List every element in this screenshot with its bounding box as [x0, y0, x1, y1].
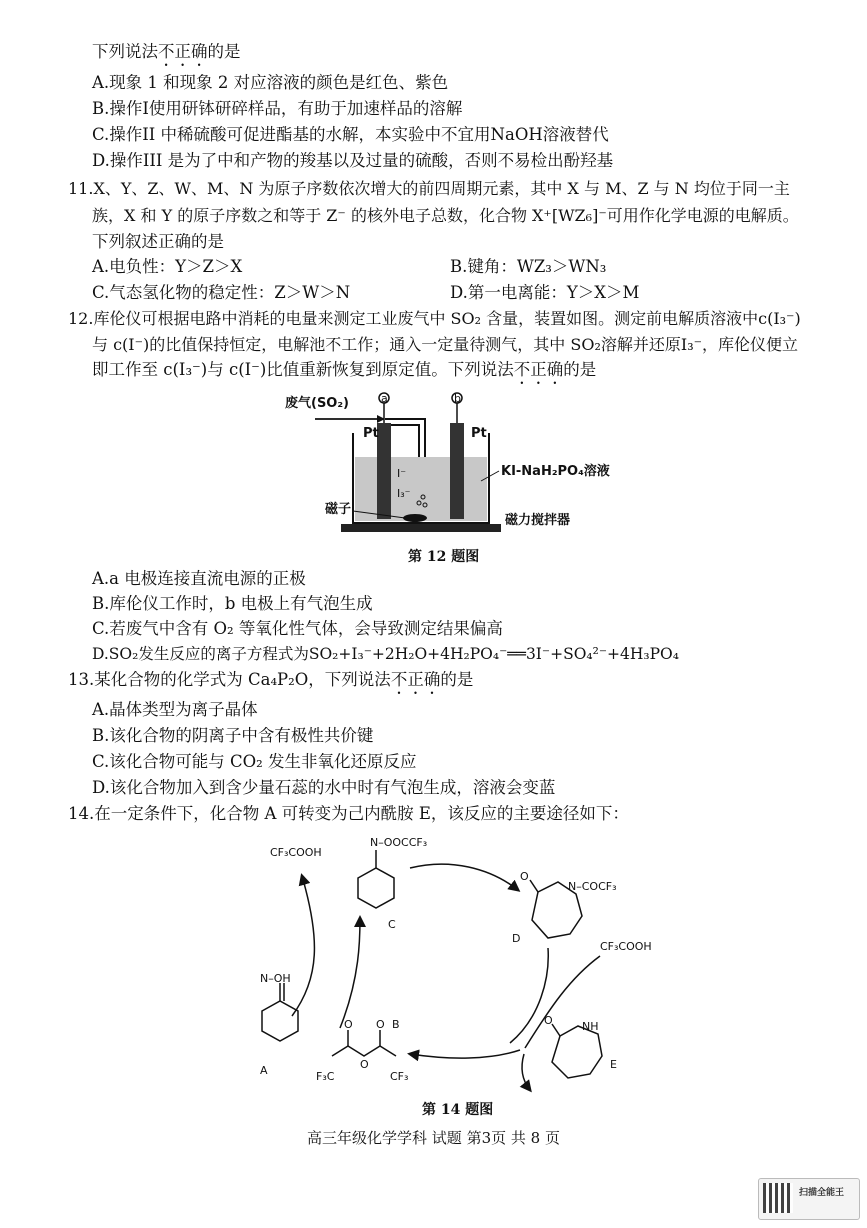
q12-option-c: C.若废气中含有 O₂ 等氧化性气体，会导致测定结果偏高 — [92, 619, 503, 638]
tfa-reagent-right: CF₃COOH — [600, 940, 652, 953]
svg-text:N–COCF₃: N–COCF₃ — [568, 880, 617, 893]
svg-text:O: O — [360, 1058, 369, 1071]
gas-inlet-label: 废气(SO₂) — [285, 396, 349, 411]
svg-text:D: D — [512, 932, 521, 945]
electrolysis-apparatus-diagram — [285, 385, 625, 545]
q12-option-b: B.库伦仪工作时，b 电极上有气泡生成 — [92, 594, 373, 613]
q12-stem-line1: 12.库伦仪可根据电路中消耗的电量来测定工业废气中 SO₂ 含量，装置如图。测定前电解质溶液中c(I₃⁻) — [68, 309, 801, 328]
svg-text:F₃C: F₃C — [316, 1070, 335, 1083]
q11-stem-line2: 族，X 和 Y 的原子序数之和等于 Z⁻ 的核外电子总数，化合物 X⁺[WZ₆]⁻可用作化学电源的电解质。 — [92, 206, 799, 225]
svg-text:CF₃: CF₃ — [390, 1070, 409, 1083]
arrow-to-b — [410, 1050, 520, 1058]
arrow-c-to-d — [410, 864, 518, 890]
compound-b-structure — [316, 1018, 408, 1083]
electrolyte-solution — [355, 457, 487, 521]
svg-text:N–OOCCF₃: N–OOCCF₃ — [370, 836, 428, 849]
arrow-d-down — [510, 948, 548, 1043]
svg-text:I₃⁻: I₃⁻ — [397, 487, 411, 500]
compound-a-structure — [260, 972, 298, 1077]
q13-option-c: C.该化合物可能与 CO₂ 发生非氧化还原反应 — [92, 752, 417, 771]
q10-option-d: D.操作III 是为了中和产物的羧基以及过量的硫酸，否则不易检出酚羟基 — [92, 151, 614, 170]
svg-text:A: A — [260, 1064, 268, 1077]
q11-option-c: C.气态氢化物的稳定性：Z＞W＞N — [92, 283, 351, 302]
electrode-a — [377, 423, 391, 519]
q11-option-a: A.电负性：Y＞Z＞X — [92, 257, 243, 276]
svg-text:N–OH: N–OH — [260, 972, 291, 985]
reaction-cycle-diagram — [220, 828, 680, 1098]
svg-text:KI-NaH₂PO₄溶液: KI-NaH₂PO₄溶液 — [501, 464, 610, 479]
q11-stem-line1: 11.X、Y、Z、W、M、N 为原子序数依次增大的前四周期元素，其中 X 与 M、Z 与 N 均位于同一主 — [68, 179, 790, 198]
tfa-byproduct-left: CF₃COOH — [270, 846, 322, 859]
svg-text:I⁻: I⁻ — [397, 467, 407, 480]
qr-code-icon — [763, 1183, 793, 1213]
scanner-badge-text: 扫描全能王 — [799, 1188, 845, 1198]
arrow-b-to-c — [340, 918, 360, 1028]
figure-12-caption: 第 12 题图 — [408, 549, 480, 565]
svg-text:磁力搅拌器: 磁力搅拌器 — [505, 513, 571, 528]
q10-option-c: C.操作II 中稀硫酸可促进酯基的水解，本实验中不宜用NaOH溶液替代 — [92, 125, 609, 144]
svg-text:O: O — [344, 1018, 353, 1031]
arrow-to-e — [522, 1054, 530, 1090]
q13-option-d: D.该化合物加入到含少量石蕊的水中时有气泡生成，溶液会变蓝 — [92, 778, 556, 797]
q12-option-a: A.a 电极连接直流电源的正极 — [92, 569, 306, 588]
q10-option-a: A.现象 1 和现象 2 对应溶液的颜色是红色、紫色 — [92, 73, 449, 92]
q14-stem: 14.在一定条件下，化合物 A 可转变为己内酰胺 E，该反应的主要途径如下： — [68, 804, 629, 823]
compound-e-structure — [544, 1014, 617, 1078]
q11-option-b: B.键角：WZ₃＞WN₃ — [450, 257, 607, 276]
q11-option-d: D.第一电离能：Y＞X＞M — [450, 283, 640, 302]
q12-stem-line3: 即工作至 c(I₃⁻)与 c(I⁻)比值重新恢复到原定值。下列说法不正确的是 — [92, 360, 597, 379]
svg-text:b: b — [454, 392, 461, 405]
magnetic-stirrer — [341, 524, 501, 532]
page-footer: 高三年级化学学科 试题 第3页 共 8 页 — [307, 1129, 560, 1147]
q12-stem-line2: 与 c(I⁻)的比值保持恒定，电解池不工作；通入一定量待测气，其中 SO₂溶解并还原I₃⁻，库伦仪便立 — [92, 335, 799, 354]
figure-14-caption: 第 14 题图 — [422, 1102, 494, 1118]
svg-text:O: O — [520, 870, 529, 883]
q10-option-b: B.操作I使用研钵研碎样品，有助于加速样品的溶解 — [92, 99, 463, 118]
svg-text:Pt: Pt — [471, 426, 487, 441]
svg-text:NH: NH — [582, 1020, 599, 1033]
q13-stem: 13.某化合物的化学式为 Ca₄P₂O，下列说法不正确的是 — [68, 670, 474, 689]
arrow-a-to-tfa — [292, 876, 314, 1016]
scanner-watermark — [758, 1178, 860, 1220]
q12-option-d: D.SO₂发生反应的离子方程式为SO₂+I₃⁻+2H₂O+4H₂PO₄⁻══3I⁻+SO₄²⁻+4H₃PO₄ — [92, 645, 679, 663]
svg-text:磁子: 磁子 — [325, 502, 352, 517]
svg-text:a: a — [381, 392, 388, 405]
electrode-b — [450, 423, 464, 519]
q11-stem-line3: 下列叙述正确的是 — [92, 232, 224, 251]
svg-text:C: C — [388, 918, 396, 931]
compound-d-structure — [512, 870, 617, 945]
svg-text:Pt: Pt — [363, 426, 379, 441]
svg-text:O: O — [544, 1014, 553, 1027]
compound-c-structure — [358, 836, 427, 931]
magnet-stirbar — [403, 514, 427, 522]
svg-text:E: E — [610, 1058, 617, 1071]
q13-option-b: B.该化合物的阴离子中含有极性共价键 — [92, 726, 374, 745]
q13-option-a: A.晶体类型为离子晶体 — [92, 700, 258, 719]
svg-text:B: B — [392, 1018, 400, 1031]
svg-text:O: O — [376, 1018, 385, 1031]
q10-stem: 下列说法不正确的是 — [92, 42, 241, 61]
